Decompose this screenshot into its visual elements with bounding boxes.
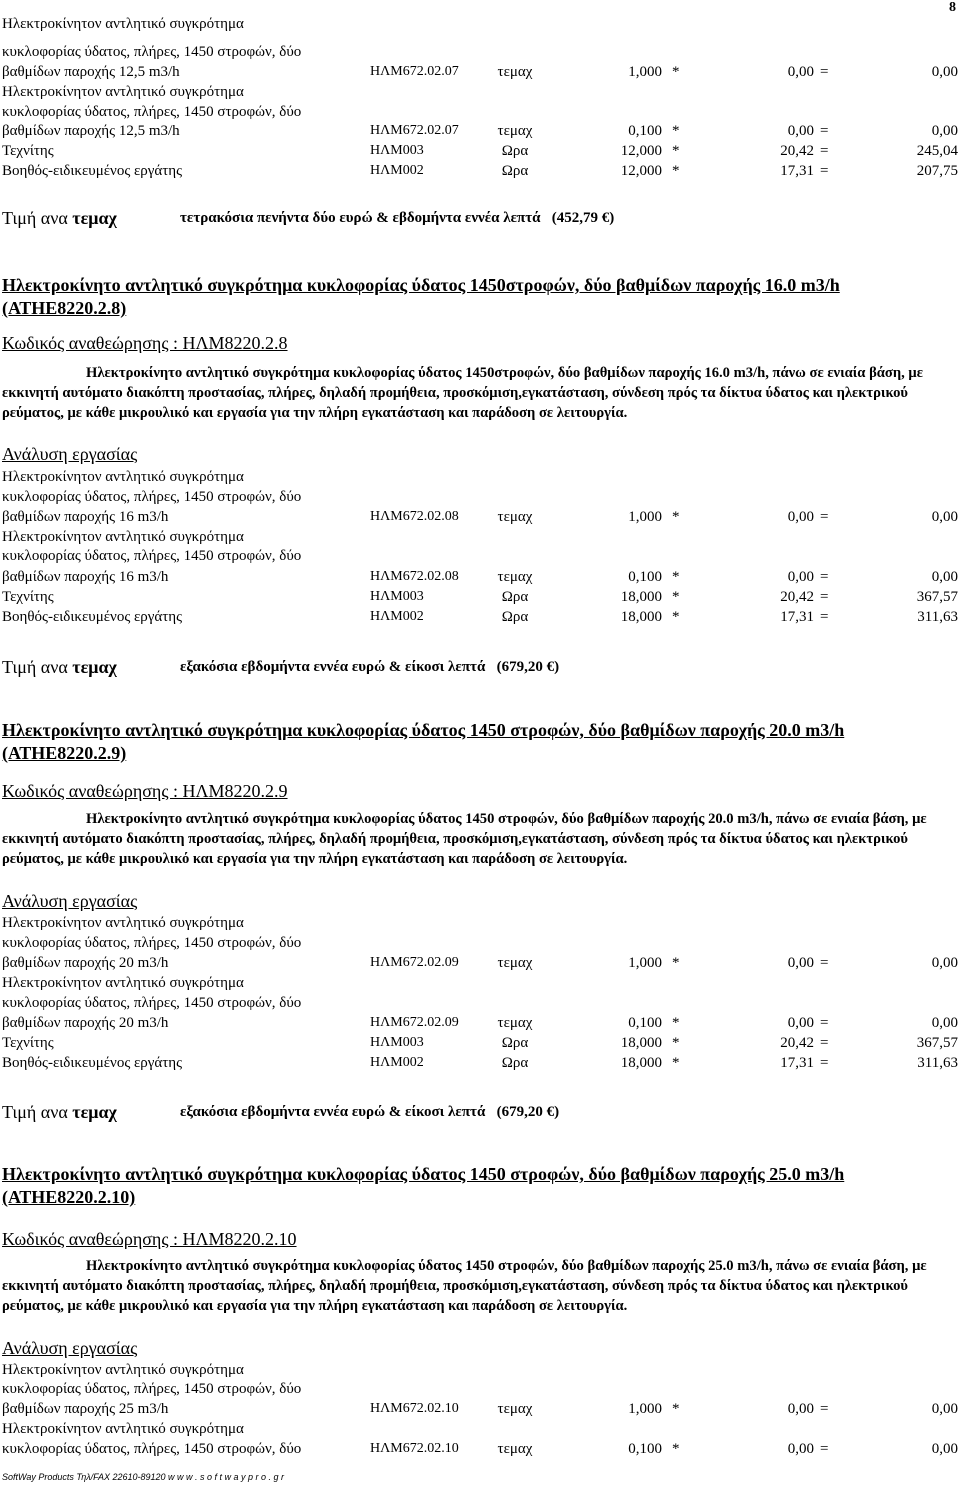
row-eq: = [820,1055,829,1071]
row-qty: 12,000 [620,163,662,179]
row-desc: Τεχνίτης [2,143,54,159]
row-qty: 1,000 [628,955,662,971]
row-code: ΗΛΜ003 [370,143,424,158]
table-row [0,607,960,627]
row-star: * [672,1035,680,1051]
row-desc-line: Ηλεκτροκίνητον αντλητικό συγκρότημα [2,915,244,931]
row-qty: 18,000 [620,1055,662,1071]
row-total: 0,00 [931,1401,958,1417]
row-desc-line: Ηλεκτροκίνητον αντλητικό συγκρότημα [2,16,244,32]
row-code: ΗΛΜ672.02.08 [370,509,459,524]
row-unit: τεμαχ [497,955,533,971]
row-desc-line: Ηλεκτροκίνητον αντλητικό συγκρότημα [2,1362,244,1378]
table-row [0,1439,960,1459]
table-row [0,953,960,973]
row-star: * [672,163,680,179]
price-unit: τεμαχ [72,1102,117,1122]
row-unit: Ωρα [501,589,529,605]
row-desc: Βοηθός-ειδικευμένος εργάτης [2,609,183,625]
price-amount: (679,20 €) [496,1104,560,1120]
row-code: ΗΛΜ672.02.08 [370,569,459,584]
unit-price-row [0,206,960,230]
table-row [0,121,960,141]
row-code: ΗΛΜ672.02.09 [370,1015,459,1030]
row-star: * [672,64,680,80]
item-description: Ηλεκτροκίνητο αντλητικό συγκρότημα κυκλοφορίας ύδατος 1450 στροφών, δύο βαθμίδων παροχής 25.0 m3/h, πάνω σε ενιαία βάση, με εκκινητή αυτόματο διακόπτη προστασίας, πλήρες, δηλαδή προμήθεια, προσκόμιση,εγκατάσταση, σύνδεση πρός τα δίκτυα ύδατος και ηλεκτρικού ρεύματος, με κάθε μικρουλικό και εργασία για την πλήρη εγκατάσταση και παράδοση σε λειτουργία. [2,1258,927,1314]
price-in-words [180,655,559,679]
table-row [0,141,960,161]
row-desc-line: κυκλοφορίας ύδατος, πλήρες, 1450 στροφών, δύο [2,935,302,951]
row-eq: = [820,1441,829,1457]
row-star: * [672,509,680,525]
row-eq: = [820,143,829,159]
row-rate: 17,31 [780,163,814,179]
row-rate: 0,00 [787,569,814,585]
table-row [0,161,960,181]
row-rate: 0,00 [787,1015,814,1031]
row-qty: 1,000 [628,1401,662,1417]
row-desc: βαθμίδων παροχής 20 m3/h [2,955,169,971]
table-row [0,507,960,527]
row-unit: τεμαχ [497,1441,533,1457]
row-star: * [672,1015,680,1031]
row-unit: τεμαχ [497,509,533,525]
row-total: 311,63 [917,1055,958,1071]
row-rate: 17,31 [780,609,814,625]
row-qty: 18,000 [620,1035,662,1051]
row-code: ΗΛΜ672.02.07 [370,123,459,138]
row-desc: βαθμίδων παροχής 25 m3/h [2,1401,169,1417]
price-prefix: Τιμή ανα [2,208,73,228]
price-amount: (679,20 €) [496,659,560,675]
row-total: 0,00 [931,123,958,139]
price-words-text: τετρακόσια πενήντα δύο ευρώ & εβδομήντα εννέα λεπτά [180,210,541,226]
price-in-words [180,206,614,230]
row-rate: 0,00 [787,123,814,139]
table-row [0,567,960,587]
unit-price-row [0,655,960,679]
revision-code: Κωδικός αναθεώρησης : ΗΛΜ8220.2.10 [2,1229,297,1249]
row-unit: Ωρα [501,1055,529,1071]
row-total: 367,57 [916,1035,958,1051]
revision-code: Κωδικός αναθεώρησης : ΗΛΜ8220.2.9 [2,781,288,801]
price-prefix: Τιμή ανα [2,1102,73,1122]
row-total: 0,00 [931,1015,958,1031]
row-desc-line: κυκλοφορίας ύδατος, πλήρες, 1450 στροφών, δύο [2,995,302,1011]
page-number: 8 [949,0,956,15]
row-unit: Ωρα [501,143,529,159]
row-desc-line: Ηλεκτροκίνητον αντλητικό συγκρότημα [2,469,244,485]
row-rate: 20,42 [780,1035,814,1051]
row-total: 0,00 [931,64,958,80]
analysis-heading: Ανάλυση εργασίας [2,1338,138,1358]
item-description: Ηλεκτροκίνητο αντλητικό συγκρότημα κυκλοφορίας ύδατος 1450στροφών, δύο βαθμίδων παροχής 16.0 m3/h, πάνω σε ενιαία βάση, με εκκινητή αυτόματο διακόπτη προστασίας, πλήρες, δηλαδή προμήθεια, προσκόμιση,εγκατάσταση, σύνδεση πρός τα δίκτυα ύδατος και ηλεκτρικού ρεύματος, με κάθε μικρουλικό και εργασία για την πλήρη εγκατάσταση και παράδοση σε λειτουργία. [2,365,923,421]
price-prefix: Τιμή ανα [2,657,73,677]
row-star: * [672,569,680,585]
row-desc: κυκλοφορίας ύδατος, πλήρες, 1450 στροφών, δύο [2,1441,302,1457]
row-unit: Ωρα [501,163,529,179]
row-total: 207,75 [916,163,958,179]
row-rate: 0,00 [787,509,814,525]
unit-price-row [0,1100,960,1124]
row-unit: τεμαχ [497,64,533,80]
row-unit: τεμαχ [497,569,533,585]
row-total: 367,57 [916,589,958,605]
row-desc-line: κυκλοφορίας ύδατος, πλήρες, 1450 στροφών, δύο [2,104,302,120]
price-unit: τεμαχ [72,657,117,677]
analysis-heading: Ανάλυση εργασίας [2,891,138,911]
row-total: 311,63 [917,609,958,625]
row-qty: 1,000 [628,64,662,80]
row-unit: τεμαχ [497,123,533,139]
table-row [0,1053,960,1073]
row-eq: = [820,163,829,179]
row-eq: = [820,64,829,80]
row-qty: 0,100 [628,1441,662,1457]
row-eq: = [820,569,829,585]
row-star: * [672,589,680,605]
row-rate: 0,00 [787,955,814,971]
row-qty: 18,000 [620,609,662,625]
analysis-heading: Ανάλυση εργασίας [2,444,138,464]
row-unit: τεμαχ [497,1015,533,1031]
row-code: ΗΛΜ002 [370,1055,424,1070]
row-desc: Βοηθός-ειδικευμένος εργάτης [2,163,183,179]
table-row [0,1013,960,1033]
row-code: ΗΛΜ003 [370,1035,424,1050]
row-qty: 1,000 [628,509,662,525]
item-title: Ηλεκτροκίνητο αντλητικό συγκρότημα κυκλοφορίας ύδατος 1450 στροφών, δύο βαθμίδων παροχής 25.0 m3/h (ΑΤΗΕ8220.2.10) [2,1164,845,1207]
price-unit: τεμαχ [72,208,117,228]
row-desc-line: Ηλεκτροκίνητον αντλητικό συγκρότημα [2,975,244,991]
row-qty: 0,100 [628,123,662,139]
row-eq: = [820,1035,829,1051]
row-desc-line: κυκλοφορίας ύδατος, πλήρες, 1450 στροφών, δύο [2,44,302,60]
row-eq: = [820,123,829,139]
row-total: 245,04 [916,143,958,159]
table-row [0,1033,960,1053]
item-description: Ηλεκτροκίνητο αντλητικό συγκρότημα κυκλοφορίας ύδατος 1450 στροφών, δύο βαθμίδων παροχής 20.0 m3/h, πάνω σε ενιαία βάση, με εκκινητή αυτόματο διακόπτη προστασίας, πλήρες, δηλαδή προμήθεια, προσκόμιση,εγκατάσταση, σύνδεση πρός τα δίκτυα ύδατος και ηλεκτρικού ρεύματος, με κάθε μικρουλικό και εργασία για την πλήρη εγκατάσταση και παράδοση σε λειτουργία. [2,811,927,867]
row-desc: Τεχνίτης [2,1035,54,1051]
row-eq: = [820,1015,829,1031]
row-code: ΗΛΜ002 [370,163,424,178]
row-code: ΗΛΜ672.02.10 [370,1401,459,1416]
row-desc-line: Ηλεκτροκίνητον αντλητικό συγκρότημα [2,84,244,100]
row-code: ΗΛΜ672.02.10 [370,1441,459,1456]
row-star: * [672,123,680,139]
row-total: 0,00 [931,569,958,585]
price-in-words [180,1100,559,1124]
row-rate: 0,00 [787,1401,814,1417]
page-footer: SoftWay Products Τηλ/FAX 22610-89120 w w w . s o f t w a y p r o . g r [2,1472,285,1482]
row-rate: 0,00 [787,1441,814,1457]
row-eq: = [820,589,829,605]
row-eq: = [820,1401,829,1417]
unit-price-label [2,206,117,230]
row-desc: βαθμίδων παροχής 12,5 m3/h [2,64,180,80]
row-eq: = [820,509,829,525]
price-words-text: εξακόσια εβδομήντα εννέα ευρώ & είκοσι λεπτά [180,659,486,675]
price-amount: (452,79 €) [551,210,615,226]
row-rate: 17,31 [780,1055,814,1071]
row-qty: 18,000 [620,589,662,605]
row-qty: 12,000 [620,143,662,159]
item-title: Ηλεκτροκίνητο αντλητικό συγκρότημα κυκλοφορίας ύδατος 1450στροφών, δύο βαθμίδων παροχής 16.0 m3/h (ΑΤΗΕ8220.2.8) [2,275,840,318]
row-star: * [672,1055,680,1071]
table-row [0,1399,960,1419]
row-desc: Βοηθός-ειδικευμένος εργάτης [2,1055,183,1071]
row-unit: Ωρα [501,1035,529,1051]
row-desc: βαθμίδων παροχής 16 m3/h [2,569,169,585]
row-code: ΗΛΜ002 [370,609,424,624]
row-star: * [672,1401,680,1417]
row-star: * [672,955,680,971]
row-eq: = [820,609,829,625]
row-desc: βαθμίδων παροχής 20 m3/h [2,1015,169,1031]
row-desc-line: Ηλεκτροκίνητον αντλητικό συγκρότημα [2,1421,244,1437]
row-total: 0,00 [931,1441,958,1457]
row-desc-line: κυκλοφορίας ύδατος, πλήρες, 1450 στροφών, δύο [2,489,302,505]
row-star: * [672,143,680,159]
row-unit: Ωρα [501,609,529,625]
item-title: Ηλεκτροκίνητο αντλητικό συγκρότημα κυκλοφορίας ύδατος 1450 στροφών, δύο βαθμίδων παροχής 20.0 m3/h (ΑΤΗΕ8220.2.9) [2,720,845,763]
row-rate: 20,42 [780,589,814,605]
row-code: ΗΛΜ672.02.09 [370,955,459,970]
row-star: * [672,609,680,625]
row-desc-line: κυκλοφορίας ύδατος, πλήρες, 1450 στροφών, δύο [2,1381,302,1397]
row-desc-line: Ηλεκτροκίνητον αντλητικό συγκρότημα [2,529,244,545]
row-qty: 0,100 [628,569,662,585]
row-code: ΗΛΜ672.02.07 [370,64,459,79]
row-code: ΗΛΜ003 [370,589,424,604]
row-star: * [672,1441,680,1457]
row-desc: βαθμίδων παροχής 16 m3/h [2,509,169,525]
price-words-text: εξακόσια εβδομήντα εννέα ευρώ & είκοσι λεπτά [180,1104,486,1120]
row-eq: = [820,955,829,971]
row-total: 0,00 [931,955,958,971]
row-qty: 0,100 [628,1015,662,1031]
row-desc: βαθμίδων παροχής 12,5 m3/h [2,123,180,139]
row-rate: 0,00 [787,64,814,80]
table-row [0,62,960,82]
row-desc: Τεχνίτης [2,589,54,605]
unit-price-label [2,655,117,679]
table-row [0,587,960,607]
row-total: 0,00 [931,509,958,525]
unit-price-label [2,1100,117,1124]
row-rate: 20,42 [780,143,814,159]
row-unit: τεμαχ [497,1401,533,1417]
row-desc-line: κυκλοφορίας ύδατος, πλήρες, 1450 στροφών, δύο [2,548,302,564]
revision-code: Κωδικός αναθεώρησης : ΗΛΜ8220.2.8 [2,333,288,353]
